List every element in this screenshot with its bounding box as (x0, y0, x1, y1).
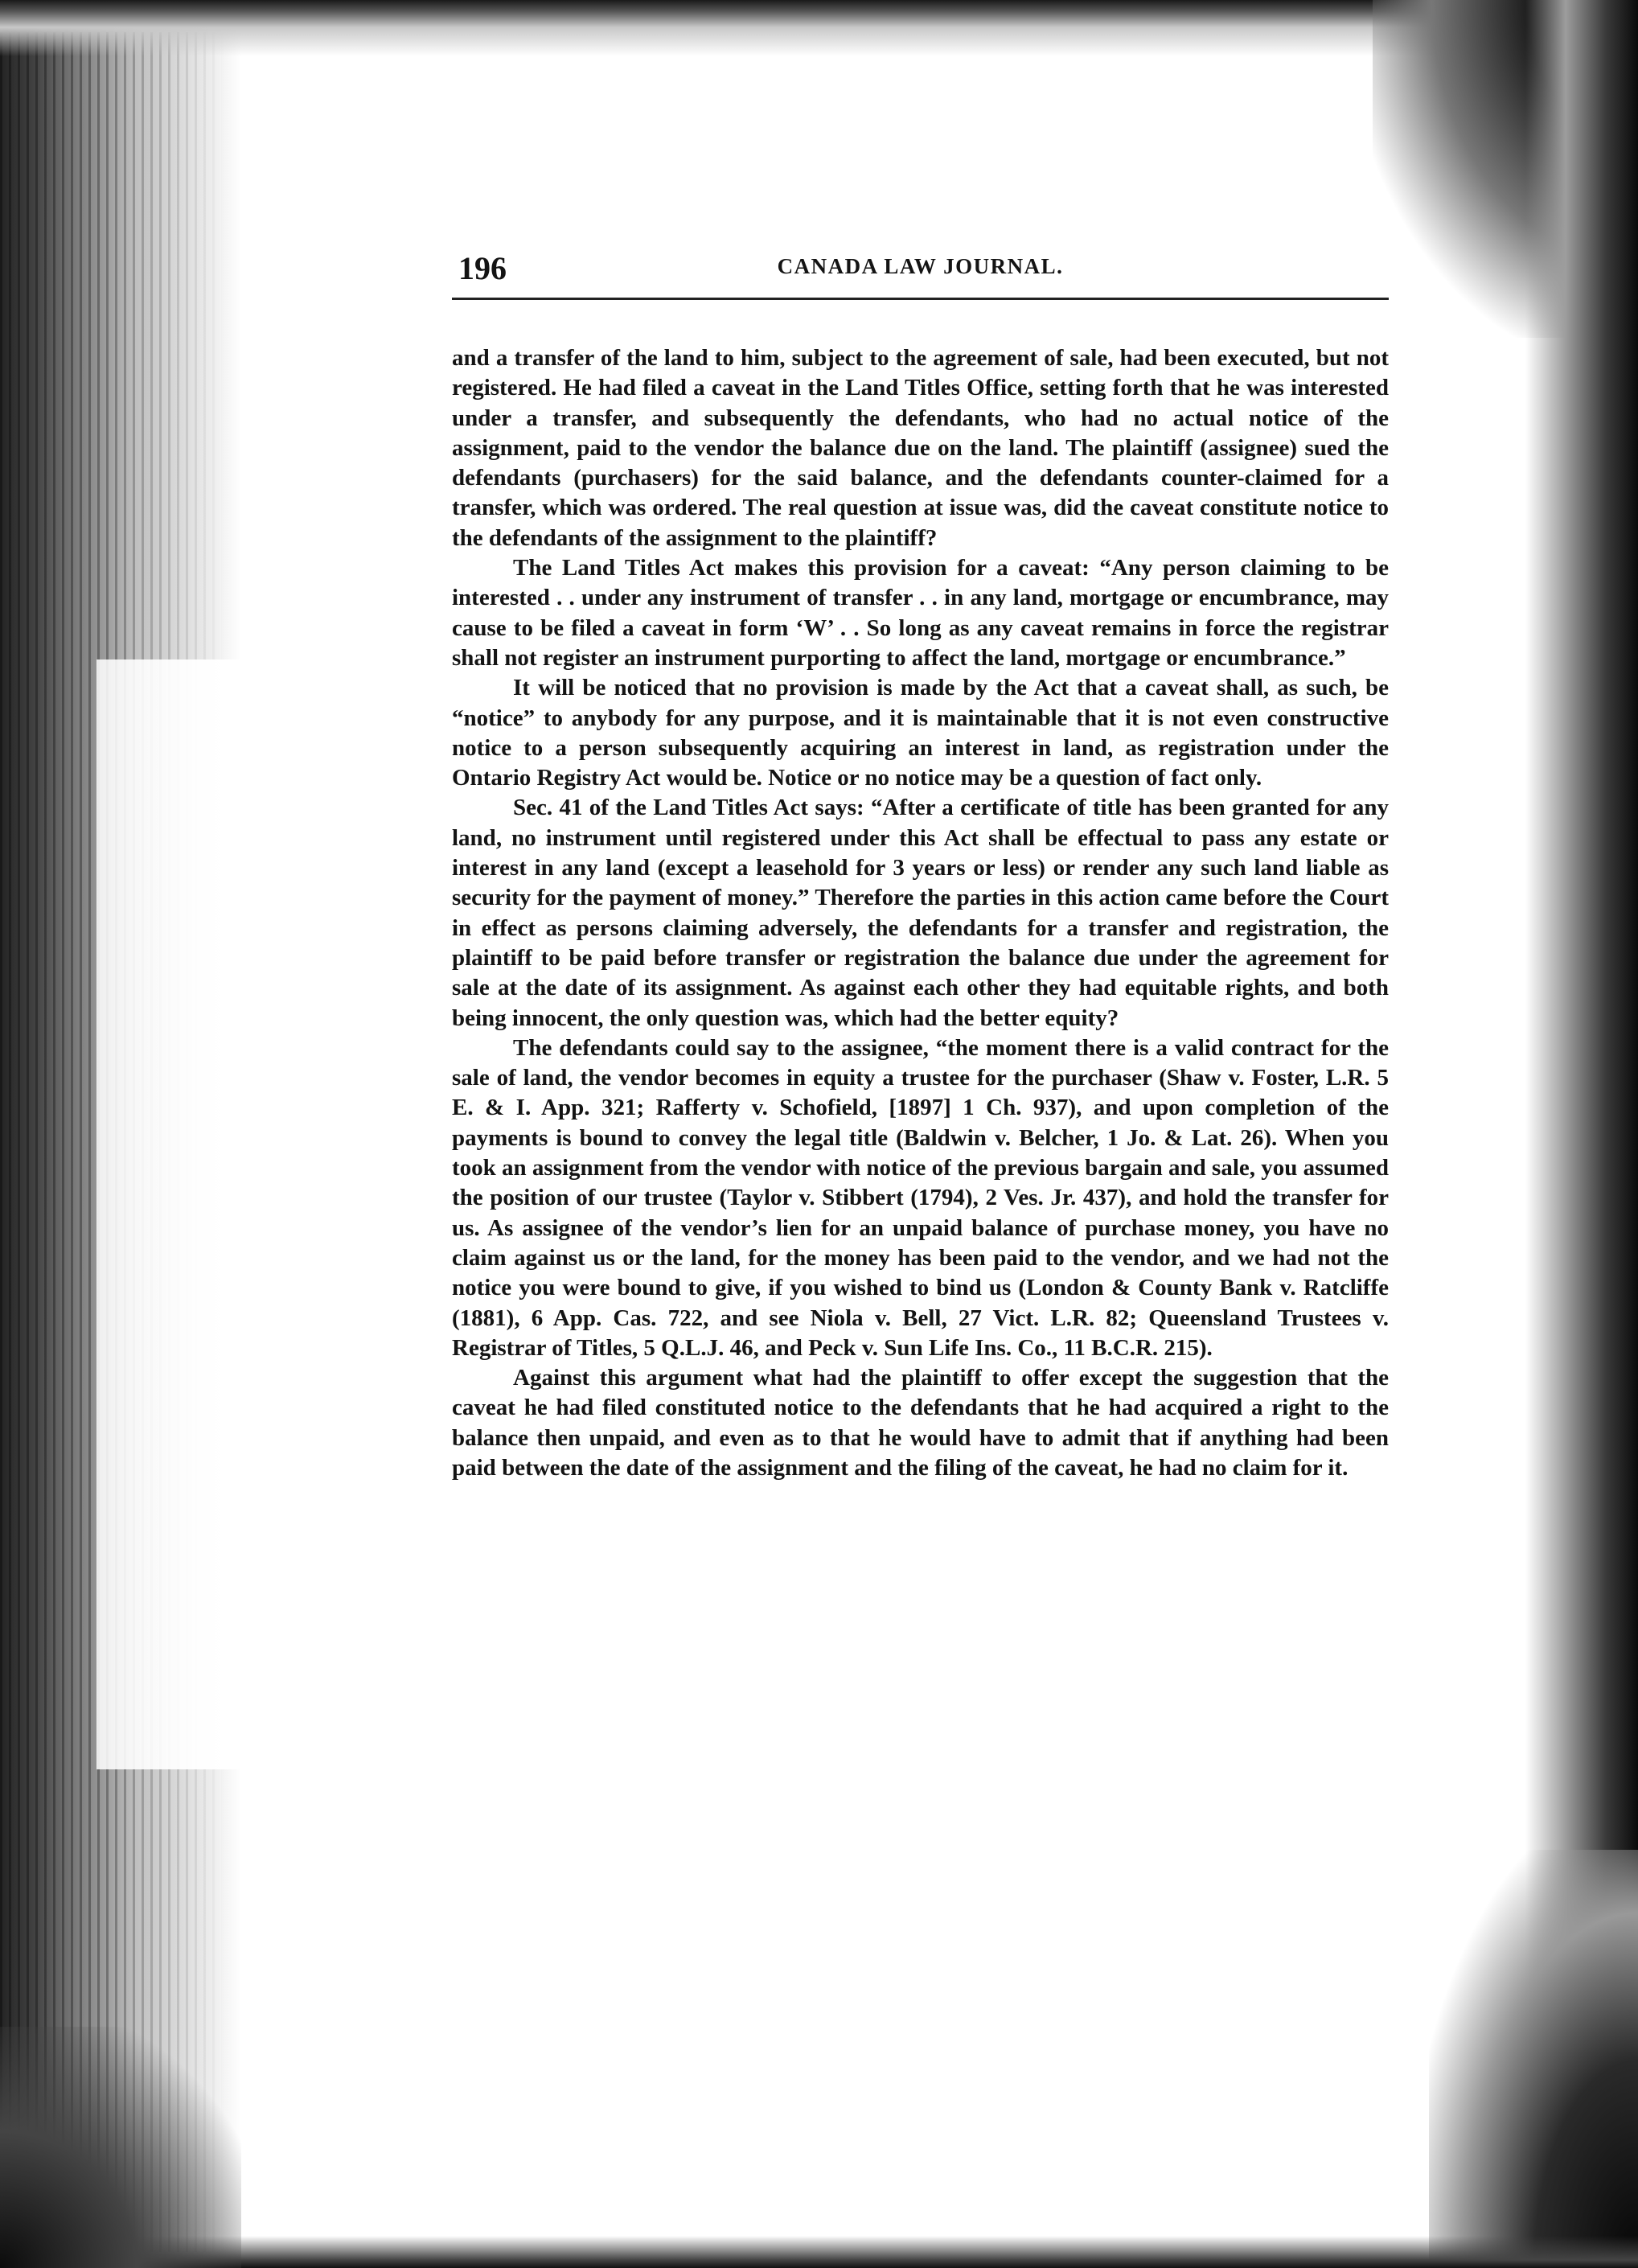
scan-edge-bottom (0, 2236, 1638, 2268)
scan-corner-bottom-left (0, 2027, 241, 2268)
page-number: 196 (458, 250, 507, 286)
scan-edge-left-fade (96, 659, 241, 1769)
paragraph: Against this argument what had the plaintiff to offer except the suggestion that the caveat he had filed constituted notice to the defendants that he had acquired a right to the balance then unpaid, and even as to that he would have to admit that if anything had been paid between the date of the assignment and the filing of the caveat, he had no claim for it. (452, 1365, 1389, 1481)
header-rule (452, 298, 1389, 300)
paragraph: Sec. 41 of the Land Titles Act says: “After a certificate of title has been granted for any land, no instrument until registered under this Act shall be effectual to pass any estate or interest in any land (except a leasehold for 3 years or less) or render any such land liable as security for the payment of money.” Therefore the parties in this action came before the Court in effect as persons claiming adversely, the defendants for a transfer and registration, the plaintiff to be paid before transfer or registration the balance due under the agreement for sale at the date of its assignment. As against each other they had equitable rights, and both being innocent, the only question was, which had the better equity? (452, 795, 1389, 1031)
article-body (452, 343, 1389, 1483)
journal-title: CANADA LAW JOURNAL. (777, 254, 1064, 278)
paragraph: and a transfer of the land to him, subject to the agreement of sale, had been executed, but not registered. He had filed a caveat in the Land Titles Office, setting forth that he was interested under a transfer, and subsequently the defendants, who had no actual notice of the assignment, paid to the vendor the balance due on the land. The plaintiff (assignee) sued the defendants (purchasers) for the said balance, and the defendants counter-claimed for a transfer, which was ordered. The real question at issue was, did the caveat constitute notice to the defendants of the assignment to the plaintiff? (452, 345, 1389, 551)
paragraph: It will be noticed that no provision is made by the Act that a caveat shall, as such, be “notice” to anybody for any purpose, and it is maintainable that it is not even constructive notice to a person subsequently acquiring an interest in land, as registration under the Ontario Registry Act would be. Notice or no notice may be a question of fact only. (452, 675, 1389, 791)
paragraph: The Land Titles Act makes this provision for a caveat: “Any person claiming to be interested . . under any instrument of transfer . . in any land, mortgage or encumbrance, may cause to be filed a caveat in form ‘W’ . . So long as any caveat remains in force the registrar shall not register an instrument purporting to affect the land, mortgage or encumbrance.” (452, 555, 1389, 671)
journal-page (452, 241, 1389, 1483)
paragraph: The defendants could say to the assignee, “the moment there is a valid contract for the sale of land, the vendor becomes in equity a trustee for the purchaser (Shaw v. Foster, L.R. 5 E. & I. App. 321; Rafferty v. Schofield, [1897] 1 Ch. 937), and upon completion of the payments is bound to convey the legal title (Baldwin v. Belcher, 1 Jo. & Lat. 26). When you took an assignment from the vendor with notice of the previous bargain and sale, you assumed the position of our trustee (Taylor v. Stibbert (1794), 2 Ves. Jr. 437), and hold the transfer for us. As assignee of the vendor’s lien for an unpaid balance of purchase money, you have no claim against us or the land, for the money has been paid to the vendor, and we had not the notice you were bound to give, if you wished to bind us (London & County Bank v. Ratcliffe (1881), 6 App. Cas. 722, and see Niola v. Bell, 27 Vict. L.R. 82; Queensland Trustees v. Registrar of Titles, 5 Q.L.J. 46, and Peck v. Sun Life Ins. Co., 11 B.C.R. 215). (452, 1034, 1389, 1361)
scan-corner-bottom-right (1429, 1850, 1638, 2268)
running-head (452, 241, 1389, 291)
